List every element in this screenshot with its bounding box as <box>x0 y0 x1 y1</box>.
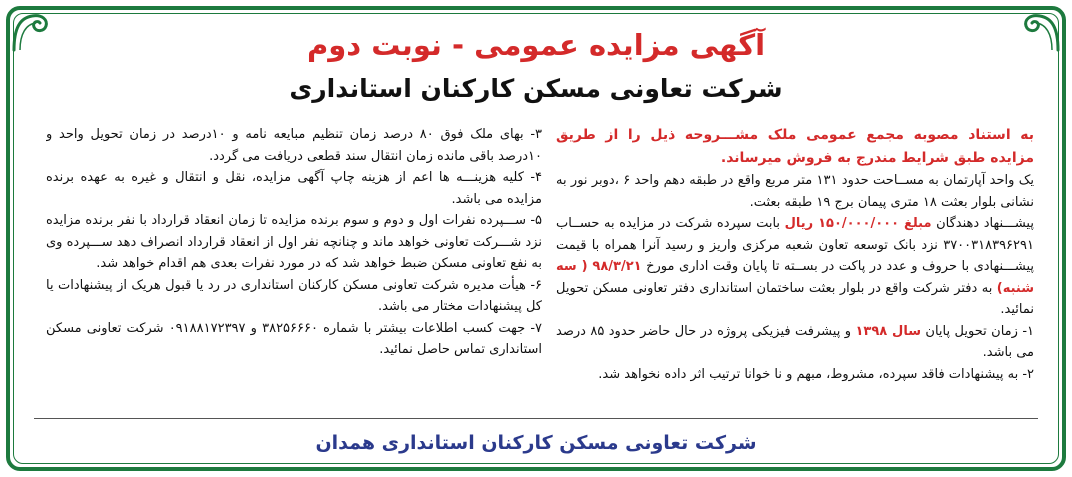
intro-paragraph: به استناد مصوبه مجمع عمومی ملک مشـــروحه ذیل را از طریق مزایده طبق شرایط مندرج به فروش میرساند. <box>556 127 1034 166</box>
property-description: یک واحد آپارتمان به مســاحت حدود ۱۳۱ متر مربع واقع در طبقه دهم واحد ۶ ،دوبر نور به نشانی بلوار بعثت ۱۸ متری پیمان برج ۱۹ طبقه بعثت. <box>556 173 1034 210</box>
condition-item-6: ۶- هیأت مدیره شرکت تعاونی مسکن کارکنان استانداری در رد یا قبول هریک از پیشنهادات یا کل پیشنهادات مختار می باشد. <box>46 277 542 314</box>
right-column <box>556 124 1034 412</box>
footer-divider <box>34 418 1038 419</box>
ad-subtitle: شرکت تعاونی مسکن کارکنان استانداری <box>289 74 783 103</box>
left-column <box>46 124 542 412</box>
ornament-corner-icon <box>10 10 54 54</box>
condition-item-1 <box>556 321 1034 364</box>
condition-item-3: ۳- بهای ملک فوق ۸۰ درصد زمان تنظیم مبایعه نامه و ۱۰درصد در زمان تحویل واحد و ۱۰درصد باقی مانده زمان انتقال سند قطعی دریافت می گردد. <box>46 127 542 164</box>
deposit-paragraph <box>556 213 1034 321</box>
deposit-amount: مبلغ ۱۵۰/۰۰۰/۰۰۰ ریال <box>784 216 932 231</box>
condition-item-2: ۲- به پیشنهادات فاقد سپرده، مشروط، مبهم و نا خوانا ترتیب اثر داده نخواهد شد. <box>598 366 1034 382</box>
delivery-year: سال ۱۳۹۸ <box>855 323 921 339</box>
deadline-date: ۹۸/۳/۲۱ ( سه شنبه) <box>556 259 1034 296</box>
condition-item-4: ۴- کلیه هزینـــه ها اعم از هزینه چاپ آگهی مزایده، نقل و انتقال و غیره به عهده برنده مزایده می باشد. <box>46 170 542 207</box>
footer-company-name: شرکت تعاونی مسکن کارکنان استانداری همدان <box>315 432 757 454</box>
condition-1-tail: و پیشرفت فیزیکی پروژه در حال حاضر حدود ۸۵ درصد می باشد. <box>556 323 1034 360</box>
condition-1-lead: ۱- زمان تحویل پایان <box>925 323 1034 339</box>
ornament-corner-icon <box>1018 10 1062 54</box>
deposit-lead: پیشـــنهاد دهندگان <box>936 216 1034 231</box>
ad-header <box>60 24 1012 108</box>
deposit-tail: به دفتر شرکت واقع در بلوار بعثت ساختمان استانداری دفتر تعاونی مسکن تحویل نمائید. <box>556 280 1034 317</box>
deposit-details: بابت سپرده شرکت در مزایده به حســاب ۳۷۰۰۳۱۸۳۹۶۲۹۱ نزد بانک توسعه تعاون شعبه مرکزی واریز و رسید آنرا همراه با قیمت پیشـــنهادی با حروف و عدد در پاکت در بســته تا پایان وقت اداری مورخ <box>556 216 1034 274</box>
condition-item-7: ۷- جهت کسب اطلاعات بیشتر با شماره ۳۸۲۵۶۶۶۰ و ۰۹۱۸۸۱۷۲۳۹۷ شرکت تعاونی مسکن استانداری تماس حاصل نمائید. <box>46 320 542 357</box>
ad-title: آگهی مزایده عمومی - نوبت دوم <box>306 28 766 62</box>
condition-item-5: ۵- ســـپرده نفرات اول و دوم و سوم برنده مزایده تا زمان انعقاد قرارداد با نفر برنده مزایده نزد شـــرکت تعاونی خواهد ماند و چنانچه نفر اول از انعقاد قرارداد انصراف دهد ســـپرده وی به نفع تعاونی مسکن ضبط خواهد شد که در مورد نفرات بعدی هم اقدام خواهد شد. <box>46 213 542 271</box>
